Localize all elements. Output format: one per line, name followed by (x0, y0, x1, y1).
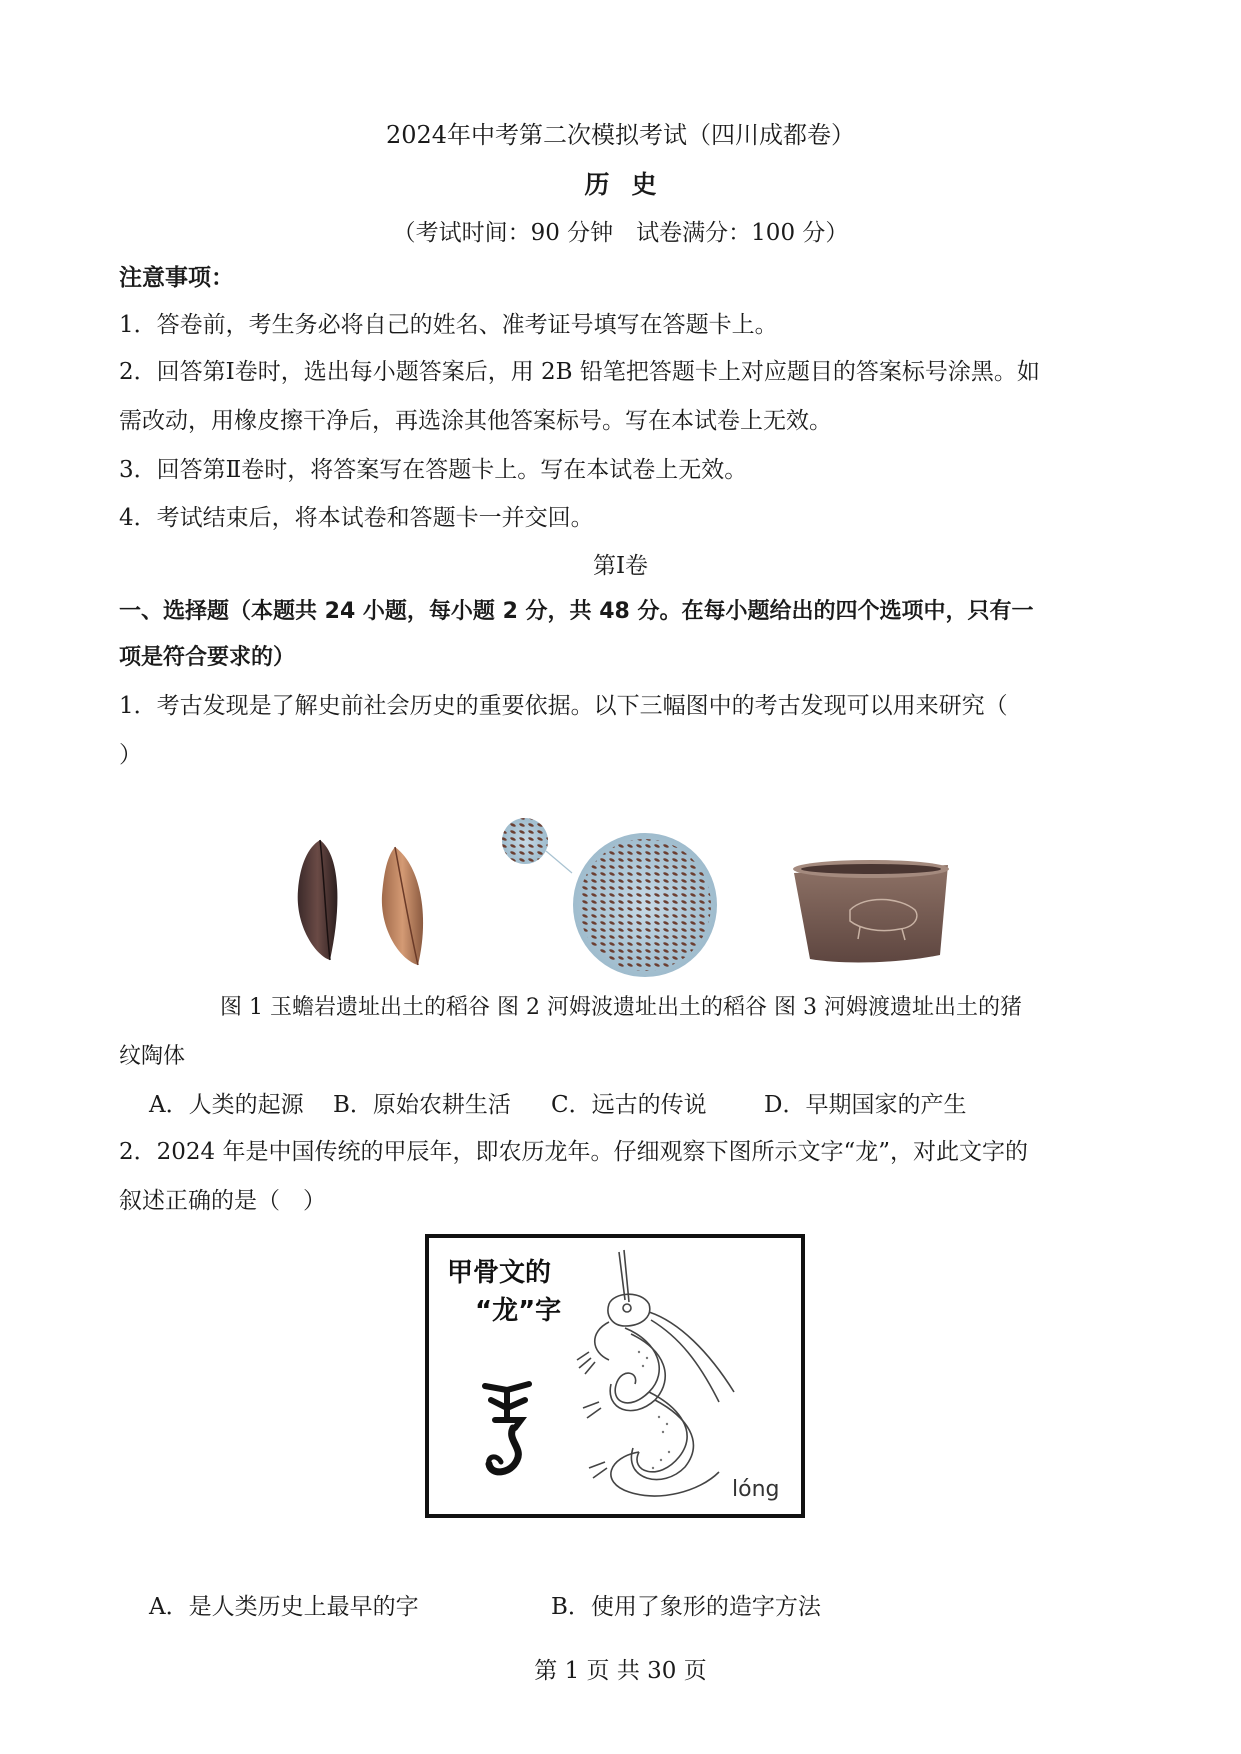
exam-meta: （考试时间：90 分钟 试卷满分：100 分） (392, 220, 849, 246)
q1-figure-pig-pottery (790, 855, 955, 967)
q2-option-b: B．使用了象形的造字方法 (551, 1594, 821, 1620)
q1-option-a: A．人类的起源 (149, 1092, 304, 1118)
notice-item-4: 4．考试结束后，将本试卷和答题卡一并交回。 (119, 505, 594, 531)
oracle-bone-dragon-glyph (477, 1378, 537, 1488)
q2-figure-label-line-1: 甲骨文的 (447, 1258, 552, 1288)
section-heading-line-1: 一、选择题（本题共 24 小题，每小题 2 分，共 48 分。在每小题给出的四个选项中，只有一 (119, 599, 1034, 624)
q1-option-c: C．远古的传说 (551, 1092, 707, 1118)
notice-heading: 注意事项： (119, 265, 234, 291)
section-heading-line-2: 项是符合要求的） (119, 645, 296, 670)
q1-figure-rice-grains-2 (500, 815, 725, 980)
q2-figure-label-line-2: “龙”字 (475, 1296, 562, 1326)
notice-item-2-line-2: 需改动，用橡皮擦干净后，再选涂其他答案标号。写在本试卷上无效。 (119, 408, 832, 434)
q1-stem-line-1: 1．考古发现是了解史前社会历史的重要依据。以下三幅图中的考古发现可以用来研究（ (119, 693, 1008, 719)
notice-item-2-line-1: 2．回答第Ⅰ卷时，选出每小题答案后，用 2B 铅笔把答题卡上对应题目的答案标号涂黑。如 (119, 359, 1040, 385)
dragon-illustration (569, 1242, 759, 1512)
q2-stem-line-1: 2．2024 年是中国传统的甲辰年，即农历龙年。仔细观察下图所示文字“龙”，对此文字的 (119, 1139, 1028, 1165)
q1-figure-rice-grains-1 (280, 835, 455, 970)
q1-figure-caption-line-1: 图 1 玉蟾岩遗址出土的稻谷 图 2 河姆波遗址出土的稻谷 图 3 河姆渡遗址出土的猪 (220, 995, 1022, 1020)
q1-option-d: D．早期国家的产生 (764, 1092, 967, 1118)
volume-label: 第Ⅰ卷 (592, 553, 649, 579)
q1-stem-line-2: ） (119, 742, 142, 768)
q2-figure-frame (425, 1234, 805, 1518)
q1-option-b: B．原始农耕生活 (333, 1092, 511, 1118)
notice-item-1: 1．答卷前，考生务必将自己的姓名、准考证号填写在答题卡上。 (119, 312, 778, 338)
q2-figure-pinyin: lóng (732, 1477, 780, 1502)
q2-stem-line-2: 叙述正确的是（ ） (119, 1188, 326, 1214)
subject-title: 历史 (584, 170, 679, 199)
notice-item-3: 3．回答第Ⅱ卷时，将答案写在答题卡上。写在本试卷上无效。 (119, 457, 748, 483)
q1-figure-caption-line-2: 纹陶体 (119, 1044, 186, 1069)
page-number: 第 1 页 共 30 页 (534, 1658, 707, 1684)
exam-title: 2024年中考第二次模拟考试（四川成都卷） (385, 121, 856, 149)
q2-option-a: A．是人类历史上最早的字 (149, 1594, 419, 1620)
